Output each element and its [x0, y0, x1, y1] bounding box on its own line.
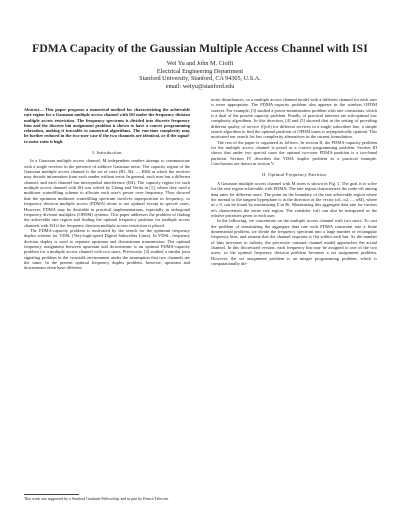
paragraph: In a Gaussian multiple access channel, M independent senders attempt to communicate with a single receiver in the presence of additive Gaussian noise. The capacity region of the Gaussian multiple access channel is the set of rates (R1, R2, ..., RM) at which the receiver may decode information from each sender without error. In general, each user has a different channel, and each channel has intersymbol interference (ISI). The capacity region for such multiple access channel with ISI was solved by Cheng and Verdu in [1], where they used a multiuser waterfilling scheme to allocate each user's power over frequency. They showed that the optimum multiuser waterfilling spectrum involves superposition in frequency, so frequency division multiple access (FDMA) alone is not optimal except in special cases. However, FDMA may be desirable in practical implementations, especially in orthogonal frequency division multiplex (OFDM) systems. This paper addresses the problem of finding the achievable rate region and finding the optimal frequency partition for multiple access channels with ISI if the frequency division multiple access restriction is placed.	[24, 158, 190, 228]
paragraph: noise disturbances, so a multiple access channel model with a different channel for each user is more appropriate. The FDMA-capacity problem also appears in the wireless OFDM context. For example, [3] studied a power-minimization problem with rate constraints, which is a dual of the present capacity problem. Finally, of practical interests are sub-optimal low complexity algorithms. In this direction, [4] and [5] showed that in the setting of providing different quality of service (QoS) for different services in a single subscriber line, a simple search algorithm to find the optimal partition of OFDM tones is asymptotically optimal. This motivated our search for low complexity alternatives in the current formulation.	[211, 97, 377, 140]
section-heading-frequency-partition: II. Optimal Frequency Partition	[261, 172, 327, 178]
abstract-label: Abstract	[24, 107, 40, 112]
address: Stanford University, Stanford, CA 94305, U.S.A.	[139, 75, 261, 82]
paragraph: The rest of the paper is organized as follows. In section II, the FDMA-capacity problem for the multiple access channel is posed as a convex programming problem. Section III shows that under two special cases the optimal two-user FDMA partition is a two-band partition. Section IV describes the VDSL duplex problem as a practical example. Conclusions are drawn in section V.	[211, 139, 377, 167]
email: email: weiyu@stanford.edu	[165, 82, 235, 90]
abstract-text: — This paper proposes a numerical method for characterizing the achievable rate region for a Gaussian multiple access channel with ISI under the frequency division multiple access restriction. The frequency spectrum is divided into discrete frequency bins and the discrete bin assignment problem is shown to have a convex programming relaxation, making it tractable to numerical algorithms. The run-time complexity may be further reduced in the two-user case if the two channels are identical, or if the signal-to-noise ratio is high.	[24, 107, 190, 144]
right-column	[211, 97, 377, 266]
paper-title: FDMA Capacity of the Gaussian Multiple Access Channel with ISI	[32, 42, 368, 55]
abstract	[24, 107, 190, 144]
author-block	[0, 60, 400, 90]
footnote-divider	[24, 494, 79, 495]
left-column	[24, 107, 190, 271]
paragraph: A Gaussian multiple access channel with M users is shown in Fig. 1. The goal is to solve for the rate region achievable with FDMA. The rate region characterizes the trade-off among data rates for different users. The point on the boundary of the rate achievable region where the normal to the tangent hyperplane is in the direction of the vector (α1, α2, ..., αM), where αi ≥ 0, can be found by maximizing Σ αi Ri. Maximizing this aggregate data rate for various αi's characterizes the entire rate region. The variables {αi} can also be interpreted as the relative priorities given to each user.	[211, 180, 377, 218]
section-heading-introduction: I. Introduction	[92, 150, 122, 156]
paragraph: The FDMA-capacity problem is motivated by the search for the optimum frequency duplex scheme for VDSL (Very-high-speed Digital Subscriber Lines). In VDSL, frequency division duplex is used to separate upstream and downstream transmission. The optimal frequency assignment between upstream and downstream is an optimal FDMA-capacity problem for a multiple access channel with two users. Previously, [2] studied a similar joint signaling problem in the crosstalk environment under the assumption that two channels are the same. In the present optimal frequency duplex problem, however, upstream and downstream often have different	[24, 227, 190, 271]
authors: Wei Yu and John M. Cioffi	[166, 60, 234, 67]
affiliation: Electrical Engineering Department	[156, 67, 244, 75]
footnote: This work was supported by a Stanford Graduate Fellowship, and in part by France Telecom.	[24, 497, 169, 501]
paragraph: In the following, we concentrate on the multiple access channel with two users. To cast the problem of maximizing the aggregate data rate with FDMA constraint into a finite dimensional problem, we divide the frequency spectrum into a large number of rectangular frequency bins, and assume that the channel response is flat within each bin. As the number of bins increases to infinity, the piecewise constant channel model approaches the actual channel. In this discretized version, each frequency bin may be assigned to one of the two users, so the optimal frequency division problem becomes a set assignment problem. However, the set assignment problem is an integer programming problem, which is computationally dif-	[211, 218, 377, 266]
